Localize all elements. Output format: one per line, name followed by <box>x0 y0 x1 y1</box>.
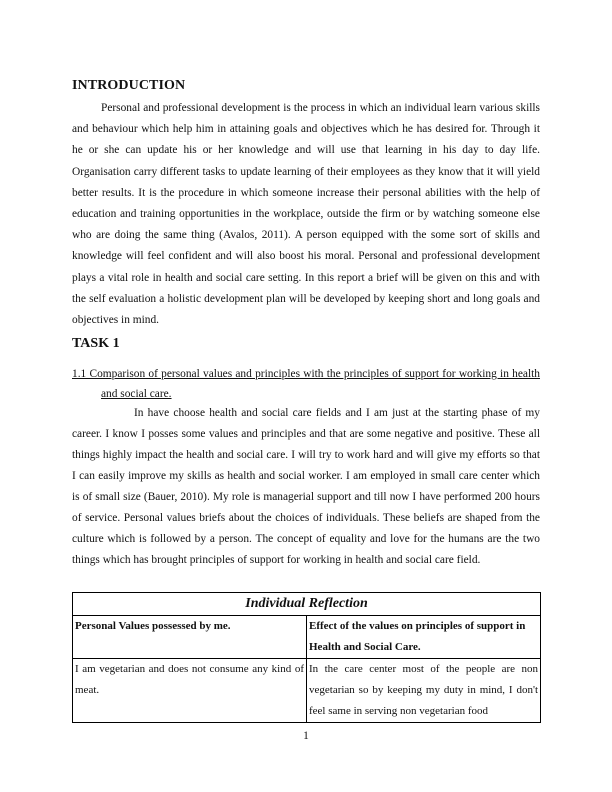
introduction-heading: INTRODUCTION <box>72 78 186 93</box>
section-1-1-heading: 1.1 Comparison of personal values and principles with the principles of support for working in health and social care. <box>72 368 540 400</box>
table-cell: In the care center most of the people are non vegetarian so by keeping my duty in mind, I don't feel same in serving non vegetarian food <box>307 659 541 723</box>
table-title: Individual Reflection <box>73 593 541 616</box>
page-number: 1 <box>303 730 309 742</box>
column-header-effect: Effect of the values on principles of support in Health and Social Care. <box>307 616 541 659</box>
individual-reflection-table <box>72 592 541 723</box>
column-header-personal-values: Personal Values possessed by me. <box>73 616 307 659</box>
task1-paragraph: In have choose health and social care fields and I am just at the starting phase of my career. I know I posses some values and principles and that are some negative and positive. These all things highly impact the health and social care. I will try to work hard and will give my efforts so that I can easily improve my skills as health and social worker. I am employed in small care center which is of small size (Bauer, 2010). My role is managerial support and till now I have performed 200 hours of service. Personal values briefs about the choices of individuals. These beliefs are shaped from the culture which is followed by a person. The concept of equality and love for the humans are the two things which has brought principles of support for working in health and social care field. <box>72 407 540 566</box>
table-cell: I am vegetarian and does not consume any kind of meat. <box>73 659 307 723</box>
task1-heading: TASK 1 <box>72 336 120 351</box>
intro-paragraph: Personal and professional development is the process in which an individual learn various skills and behaviour which help him in attaining goals and objectives which he has desired for. Through it he or she can update his or her knowledge and will use that learning in his day to day life. Organisation carry different tasks to update learning of their employees as they know that it will yield better results. It is the procedure in which someone increase their personal abilities with the help of education and training opportunities in the workplace, outside the firm or by watching someone else who are doing the same thing (Avalos, 2011). A person equipped with the some sort of skills and knowledge will feel confident and will also boost his moral. Personal and professional development plays a vital role in health and social care setting. In this report a brief will be given on this and with the self evaluation a holistic development plan will be developed by keeping short and long goals and objectives in mind. <box>72 102 540 327</box>
